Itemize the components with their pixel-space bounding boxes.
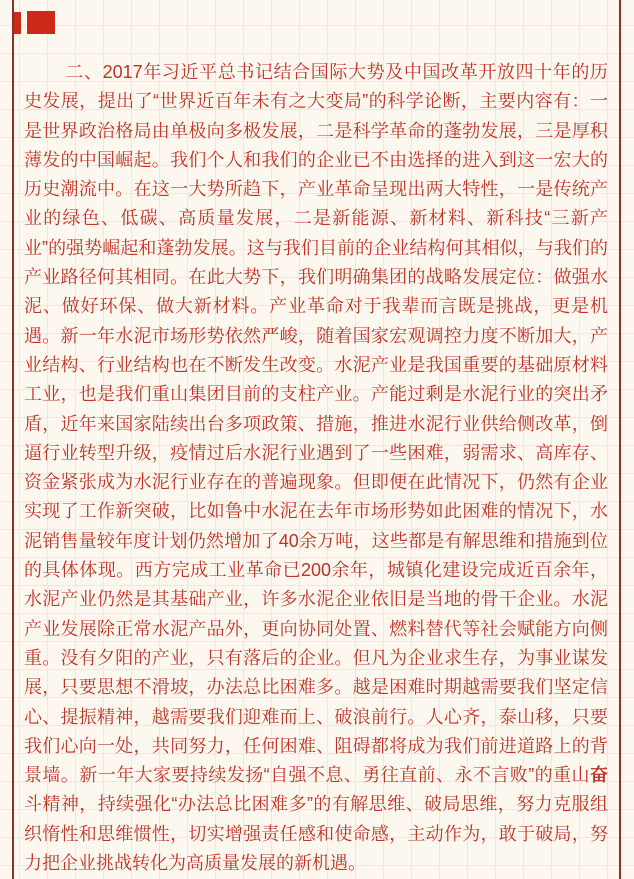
page-border-right-line xyxy=(619,0,621,879)
page-border-left-line xyxy=(12,0,14,879)
red-block-large-icon xyxy=(27,11,55,34)
paragraph-text-part1: 二、2017年习近平总书记结合国际大势及中国改革开放四十年的历史发展，提出了“世界近百年未有之大变局”的科学论断，主要内容有：一是世界政治格局由单极向多极发展，二是科学革命的蓬勃发展，三是厚积薄发的中国崛起。我们个人和我们的企业已不由选择的进入到这一宏大的历史潮流中。在这一大势所趋下，产业革命呈现出两大特性，一是传统产业的绿色、低碳、高质量发展，二是新能源、新材料、新科技“三新产业”的强势崛起和蓬勃发展。这与我们目前的企业结构何其相似，与我们的产业路径何其相同。在此大势下，我们明确集团的战略发展定位：做强水泥、做好环保、做大新材料。产业革命对于我辈而言既是挑战，更是机遇。新一年水泥市场形势依然严峻，随着国家宏观调控力度不断加大，产业结构、行业结构也在不断发生改变。水泥产业是我国重要的基础原材料工业，也是我们重山集团目前的支柱产业。产能过剩是水泥行业的突出矛盾，近年来国家陆续出台多项政策、措施，推进水泥行业供给侧改革，倒逼行业转型升级，疫情过后水泥行业遇到了一些困难，弱需求、高库存、资金紧张成为水泥行业存在的普遍现象。但即便在此情况下，仍然有企业实现了工作新突破，比如鲁中水泥在去年市场形势如此困难的情况下，水泥销售量较年度计划仍然增加了40余万吨，这些都是有解思维和措施到位的具体体现。西方完成工业革命已200余年，城镇化建设完成近百余年，水泥产业仍然是其基础产业，许多水泥企业依旧是当地的骨干企业。水泥产业发展除正常水泥产品外，更向协同处置、燃料替代等社会赋能方向侧重。没有夕阳的产业，只有落后的企业。但凡为企业求生存，为事业谋发展，只要思想不滑坡，办法总比困难多。越是困难时期越需要我们坚定信心、提振精神，越需要我们迎难而上、破浪前行。人心齐，泰山移，只要我们心向一处，共同努力，任何困难、阻碍都将成为我们前进道路上的背景墙。新一年大家要持续发扬“自强不息、勇往直前、永不言败”的重山 xyxy=(24,62,608,786)
body-paragraph xyxy=(24,58,608,878)
paragraph-bold-character: 奋 xyxy=(590,765,608,786)
red-block-small-icon xyxy=(14,12,21,34)
paragraph-text-part2: 斗精神，持续强化“办法总比困难多”的有解思维、破局思维，努力克服组织惰性和思维惯性，切实增强责任感和使命感，主动作为，敢于破局，努力把企业挑战转化为高质量发展的新机遇。 xyxy=(24,794,608,874)
